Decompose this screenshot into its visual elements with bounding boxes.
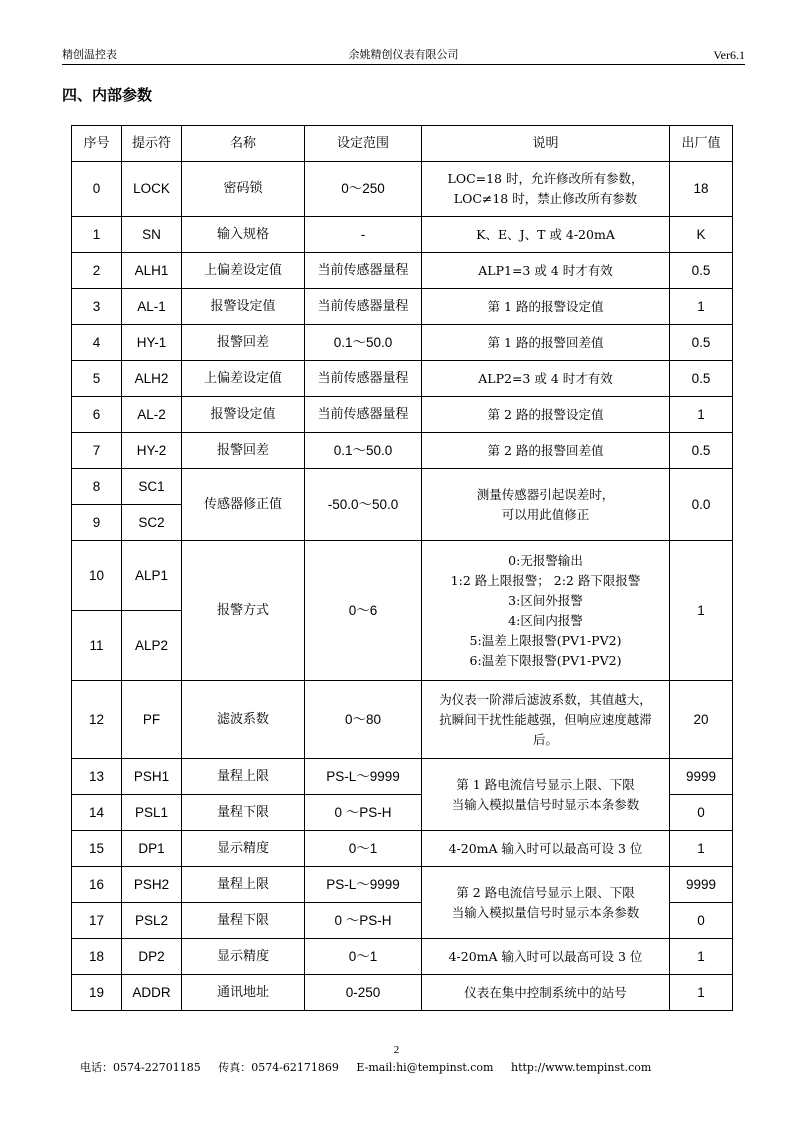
cell-name: 量程上限 <box>182 759 305 795</box>
cell-range: 0.1～50.0 <box>305 325 422 361</box>
cell-no: 16 <box>72 867 122 903</box>
cell-code: DP1 <box>122 831 182 867</box>
footer-email: E-mail:hi@tempinst.com <box>356 1061 494 1074</box>
col-header-name: 名称 <box>182 126 305 162</box>
cell-default: 0.5 <box>670 253 733 289</box>
cell-name: 报警回差 <box>182 433 305 469</box>
cell-code: LOCK <box>122 162 182 217</box>
cell-name: 量程下限 <box>182 903 305 939</box>
cell-default: 1 <box>670 289 733 325</box>
cell-default: 9999 <box>670 867 733 903</box>
cell-code: PSL2 <box>122 903 182 939</box>
cell-no: 9 <box>72 505 122 541</box>
cell-no: 14 <box>72 795 122 831</box>
desc-line: 5:温差上限报警(PV1-PV2) <box>469 632 622 648</box>
cell-name: 滤波系数 <box>182 681 305 759</box>
cell-code: ALH1 <box>122 253 182 289</box>
cell-name: 量程上限 <box>182 867 305 903</box>
table-row <box>72 939 733 975</box>
cell-code: PSL1 <box>122 795 182 831</box>
col-header-default: 出厂值 <box>670 126 733 162</box>
cell-code: PF <box>122 681 182 759</box>
desc-line: 当输入模拟量信号时显示本条参数 <box>451 796 640 812</box>
cell-desc: ALP2=3 或 4 时才有效 <box>422 361 670 397</box>
cell-desc: 第 2 路的报警设定值 <box>422 397 670 433</box>
cell-code: ALH2 <box>122 361 182 397</box>
table-row <box>72 867 733 903</box>
cell-desc: 仪表在集中控制系统中的站号 <box>422 975 670 1011</box>
desc-line: 后。 <box>532 731 558 747</box>
cell-name: 密码锁 <box>182 162 305 217</box>
desc-line: 可以用此值修正 <box>501 506 590 522</box>
cell-code: AL-2 <box>122 397 182 433</box>
cell-code: SC2 <box>122 505 182 541</box>
page-header <box>62 46 745 65</box>
cell-desc: 第 1 路的报警回差值 <box>422 325 670 361</box>
cell-default: 0.5 <box>670 433 733 469</box>
cell-no: 4 <box>72 325 122 361</box>
desc-line: 为仪表一阶滞后滤波系数，其值越大， <box>439 691 652 707</box>
table-row <box>72 361 733 397</box>
cell-range: 0 ～PS-H <box>305 795 422 831</box>
desc-line: 1:2 路上限报警； 2:2 路下限报警 <box>450 572 641 588</box>
page-number: 2 <box>393 1044 400 1056</box>
cell-default: 0.5 <box>670 361 733 397</box>
cell-default: 1 <box>670 939 733 975</box>
cell-default: K <box>670 217 733 253</box>
desc-line: 第 1 路电流信号显示上限、下限 <box>456 776 635 792</box>
cell-name: 输入规格 <box>182 217 305 253</box>
cell-no: 6 <box>72 397 122 433</box>
cell-no: 1 <box>72 217 122 253</box>
cell-desc: 第 1 路的报警设定值 <box>422 289 670 325</box>
header-version: Ver6.1 <box>713 48 745 62</box>
cell-desc <box>422 162 670 217</box>
cell-default: 18 <box>670 162 733 217</box>
cell-no: 0 <box>72 162 122 217</box>
cell-default: 1 <box>670 397 733 433</box>
table-row <box>72 469 733 505</box>
cell-default: 9999 <box>670 759 733 795</box>
col-header-code: 提示符 <box>122 126 182 162</box>
desc-line: 4:区间内报警 <box>508 612 583 628</box>
cell-range: PS-L～9999 <box>305 759 422 795</box>
cell-range: 0 ～PS-H <box>305 903 422 939</box>
cell-code: ALP1 <box>122 541 182 611</box>
cell-name: 上偏差设定值 <box>182 361 305 397</box>
table-row <box>72 325 733 361</box>
cell-desc <box>422 759 670 831</box>
desc-line: LOC=18 时，允许修改所有参数， <box>447 171 644 186</box>
cell-default: 20 <box>670 681 733 759</box>
header-left: 精创温控表 <box>62 48 117 61</box>
cell-default: 1 <box>670 541 733 681</box>
cell-code: DP2 <box>122 939 182 975</box>
cell-name: 报警回差 <box>182 325 305 361</box>
cell-name: 显示精度 <box>182 939 305 975</box>
cell-code: ADDR <box>122 975 182 1011</box>
cell-default: 1 <box>670 831 733 867</box>
cell-no: 13 <box>72 759 122 795</box>
cell-range: 0～250 <box>305 162 422 217</box>
cell-range: 0～1 <box>305 831 422 867</box>
footer-phone: 电话：0574-22701185 <box>80 1061 201 1074</box>
cell-default: 0 <box>670 795 733 831</box>
col-header-desc: 说明 <box>422 126 670 162</box>
table-row <box>72 831 733 867</box>
cell-code: AL-1 <box>122 289 182 325</box>
col-header-no: 序号 <box>72 126 122 162</box>
table-row <box>72 975 733 1011</box>
cell-range: PS-L～9999 <box>305 867 422 903</box>
table-row <box>72 397 733 433</box>
desc-line: 当输入模拟量信号时显示本条参数 <box>451 904 640 920</box>
table-row <box>72 162 733 217</box>
cell-range: 0～1 <box>305 939 422 975</box>
cell-no: 15 <box>72 831 122 867</box>
cell-name: 上偏差设定值 <box>182 253 305 289</box>
cell-default: 0 <box>670 903 733 939</box>
cell-code: SC1 <box>122 469 182 505</box>
cell-range: -50.0～50.0 <box>305 469 422 541</box>
cell-code: PSH2 <box>122 867 182 903</box>
cell-desc: ALP1=3 或 4 时才有效 <box>422 253 670 289</box>
cell-no: 2 <box>72 253 122 289</box>
cell-desc: 第 2 路的报警回差值 <box>422 433 670 469</box>
table-row <box>72 759 733 795</box>
footer-website: http://www.tempinst.com <box>510 1061 652 1074</box>
cell-no: 10 <box>72 541 122 611</box>
page-footer <box>80 1059 665 1075</box>
cell-name: 量程下限 <box>182 795 305 831</box>
cell-no: 11 <box>72 611 122 681</box>
desc-line: 第 2 路电流信号显示上限、下限 <box>456 884 635 900</box>
cell-range: 当前传感器量程 <box>305 289 422 325</box>
cell-no: 18 <box>72 939 122 975</box>
cell-name: 传感器修正值 <box>182 469 305 541</box>
cell-default: 0.0 <box>670 469 733 541</box>
cell-no: 8 <box>72 469 122 505</box>
col-header-range: 设定范围 <box>305 126 422 162</box>
cell-desc <box>422 867 670 939</box>
cell-desc: 4-20mA 输入时可以最高可设 3 位 <box>422 831 670 867</box>
desc-line: 0:无报警输出 <box>508 552 583 568</box>
cell-code: PSH1 <box>122 759 182 795</box>
table-header-row <box>72 126 733 162</box>
table-row <box>72 217 733 253</box>
desc-line: LOC≠18 时，禁止修改所有参数 <box>453 191 638 206</box>
cell-no: 12 <box>72 681 122 759</box>
cell-range: 当前传感器量程 <box>305 361 422 397</box>
cell-desc: 4-20mA 输入时可以最高可设 3 位 <box>422 939 670 975</box>
cell-desc <box>422 681 670 759</box>
cell-desc <box>422 541 670 681</box>
footer-fax: 传真：0574-62171869 <box>218 1061 339 1074</box>
header-center: 余姚精创仪表有限公司 <box>348 48 459 61</box>
cell-desc: K、E、J、T 或 4-20mA <box>422 217 670 253</box>
cell-range: 0～6 <box>305 541 422 681</box>
cell-range: 0.1～50.0 <box>305 433 422 469</box>
cell-name: 报警方式 <box>182 541 305 681</box>
desc-line: 3:区间外报警 <box>508 592 583 608</box>
table-row <box>72 433 733 469</box>
section-title: 四、内部参数 <box>62 86 153 104</box>
desc-line: 抗瞬间干扰性能越强，但响应速度越滞 <box>439 711 652 727</box>
cell-desc <box>422 469 670 541</box>
cell-code: SN <box>122 217 182 253</box>
cell-range: 0～80 <box>305 681 422 759</box>
desc-line: 测量传感器引起误差时， <box>476 486 615 502</box>
cell-no: 7 <box>72 433 122 469</box>
desc-line: 6:温差下限报警(PV1-PV2) <box>469 652 622 668</box>
table-row <box>72 681 733 759</box>
cell-name: 报警设定值 <box>182 289 305 325</box>
cell-default: 0.5 <box>670 325 733 361</box>
cell-code: ALP2 <box>122 611 182 681</box>
cell-range: 0-250 <box>305 975 422 1011</box>
cell-no: 19 <box>72 975 122 1011</box>
table-row <box>72 289 733 325</box>
cell-code: HY-1 <box>122 325 182 361</box>
cell-name: 显示精度 <box>182 831 305 867</box>
parameter-table <box>71 125 733 1011</box>
cell-code: HY-2 <box>122 433 182 469</box>
cell-no: 3 <box>72 289 122 325</box>
cell-no: 17 <box>72 903 122 939</box>
cell-range: 当前传感器量程 <box>305 253 422 289</box>
cell-name: 报警设定值 <box>182 397 305 433</box>
cell-default: 1 <box>670 975 733 1011</box>
cell-range: - <box>305 217 422 253</box>
table-row <box>72 541 733 611</box>
cell-name: 通讯地址 <box>182 975 305 1011</box>
cell-range: 当前传感器量程 <box>305 397 422 433</box>
table-row <box>72 253 733 289</box>
cell-no: 5 <box>72 361 122 397</box>
